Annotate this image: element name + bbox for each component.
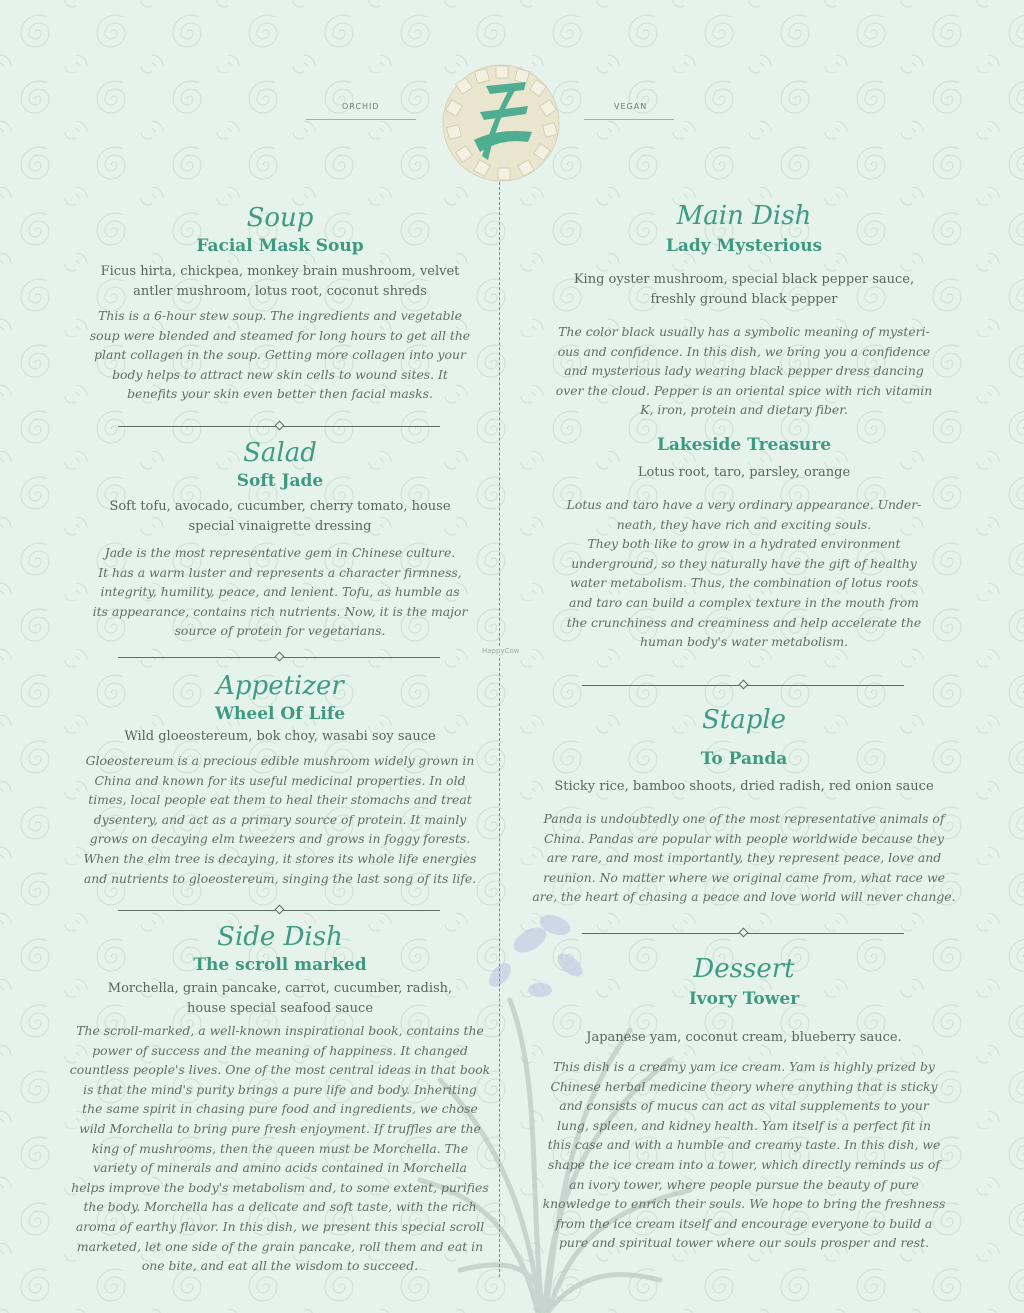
section-staple	[516, 705, 972, 907]
ingredients-line: Lotus root, taro, parsley, orange	[637, 464, 851, 480]
description-line: is that the mind's purity brings a pure life and body. Inheriting	[83, 1081, 477, 1097]
dish-name: Ivory Tower	[688, 989, 800, 1009]
description-line: benefits your skin even better then facial masks.	[127, 386, 433, 402]
dish-name: Wheel Of Life	[214, 704, 346, 724]
description-line: The scroll-marked, a well-known inspirational book, contains the	[76, 1023, 484, 1038]
dish-name: Lady Mysterious	[665, 236, 823, 256]
description-line: one bite, and eat all the wisdom to succeed.	[141, 1258, 419, 1274]
ingredients-line: house special seafood sauce	[186, 1001, 374, 1016]
section-salad	[52, 438, 508, 641]
description-line: Lotus and taro have a very ordinary appearance. Under-	[566, 496, 922, 512]
description-line: the crunchiness and creaminess and help accelerate the	[566, 614, 922, 630]
section-dessert	[516, 954, 972, 1253]
category-title: Appetizer	[216, 671, 344, 701]
ingredients-line: Morchella, grain pancake, carrot, cucumber, radish,	[107, 981, 453, 996]
description-line: soup were blended and steamed for long hours to get all the	[89, 327, 471, 343]
happycow-watermark: HappyCow	[482, 647, 520, 655]
description-line: China and known for its useful medicinal properties. In old	[94, 772, 466, 788]
separator-ornament	[739, 680, 749, 690]
separator-ornament	[739, 928, 749, 938]
dish-name: Facial Mask Soup	[196, 236, 364, 256]
description-line: dysentery, and act as a primary source of protein. It mainly	[93, 811, 467, 827]
category-title: Side Dish	[217, 922, 343, 952]
description-line: power of success and the meaning of happiness. It changed	[92, 1042, 468, 1058]
dish-name: The scroll marked	[193, 955, 367, 975]
description-line: This dish is a creamy yam ice cream. Yam is highly prized by	[553, 1059, 935, 1074]
ingredients-line: Ficus hirta, chickpea, monkey brain mushroom, velvet	[100, 264, 460, 279]
description-line: plant collagen in the soup. Getting more collagen into your	[94, 347, 466, 363]
category-title: Dessert	[693, 954, 795, 984]
description-line: source of protein for vegetarians.	[174, 623, 386, 639]
category-title: Staple	[701, 705, 787, 735]
dish-ingredients	[52, 727, 508, 747]
description-line: and taro can build a complex texture in the mouth from	[569, 594, 919, 610]
separator-ornament	[275, 421, 285, 431]
description-line: grows on decaying elm tweezers and grows in foggy forests.	[89, 831, 471, 847]
description-line: an ivory tower, where people pursue the beauty of pure	[569, 1176, 919, 1192]
description-line: ous and confidence. In this dish, we bring you a confidence	[557, 343, 931, 359]
description-line: king of mushrooms, then the queen must be Morchella. The	[91, 1140, 469, 1156]
description-line: this case and with a humble and creamy taste. In this dish, we	[547, 1137, 941, 1153]
description-line: the body. Morchella has a delicate and soft taste, with the rich	[83, 1199, 477, 1215]
dish-description	[52, 751, 508, 888]
description-line: aroma of earthy flavor. In this dish, we present this special scroll	[75, 1218, 485, 1234]
ingredients-line: special vinaigrette dressing	[188, 519, 372, 534]
separator-ornament	[275, 905, 285, 915]
description-line: shape the ice cream into a tower, which directly reminds us of	[548, 1156, 940, 1172]
dish-ingredients	[516, 777, 972, 797]
description-line: variety of minerals and amino acids contained in Morchella	[93, 1160, 467, 1176]
header-right-label: VEGAN	[614, 102, 648, 111]
description-line: over the cloud. Pepper is an oriental spice with rich vitamin	[555, 382, 933, 398]
ingredients-line: Wild gloeostereum, bok choy, wasabi soy sauce	[124, 729, 436, 744]
dish-description	[516, 1057, 972, 1253]
description-line: are, the heart of chasing a peace and love world will never change.	[532, 889, 956, 905]
section-side-dish	[52, 922, 508, 1276]
dish-description	[516, 322, 972, 420]
description-line: Chinese herbal medicine theory where anything that is sticky	[550, 1078, 938, 1094]
section-appetizer	[52, 671, 508, 888]
description-line: wild Morchella to bring pure fresh enjoyment. If truffles are the	[79, 1120, 481, 1136]
description-line: and mysterious lady wearing black pepper dress dancing	[564, 363, 924, 379]
description-line: Gloeostereum is a precious edible mushroom widely grown in	[85, 753, 475, 768]
description-line: pure and spiritual tower where our souls prosper and rest.	[558, 1235, 929, 1251]
ingredients-line: antler mushroom, lotus root, coconut shreds	[133, 284, 427, 299]
description-line: from the ice cream itself and encourage everyone to build a	[555, 1215, 933, 1231]
dish-description	[516, 809, 972, 907]
description-line: integrity, humility, peace, and lenient. Tofu, as humble as	[100, 584, 460, 600]
dish-name: Soft Jade	[236, 471, 324, 491]
dish-description	[516, 495, 972, 652]
dish-ingredients	[52, 979, 508, 1019]
category-title: Main Dish	[676, 201, 812, 231]
ingredients-line: Sticky rice, bamboo shoots, dried radish, red onion sauce	[554, 779, 934, 794]
description-line: reunion. No matter where we original came from, what race we	[543, 869, 945, 885]
description-line: China. Pandas are popular with people worldwide because they	[543, 830, 945, 846]
description-line: and nutrients to gloeostereum, singing the last song of its life.	[83, 870, 477, 886]
description-line: K, iron, protein and dietary fiber.	[640, 402, 848, 418]
dish-ingredients	[52, 497, 508, 537]
description-line: underground, so they naturally have the gift of healthy	[571, 555, 917, 571]
section-soup	[52, 203, 508, 404]
description-line: the same spirit in chasing pure food and ingredients, we chose	[82, 1101, 478, 1117]
description-line: water metabolism. Thus, the combination of lotus roots	[569, 575, 919, 591]
ingredients-line: Soft tofu, avocado, cucumber, cherry tomato, house	[109, 499, 451, 514]
description-line: knowledge to enrich their souls. We hope to bring the freshness	[542, 1196, 946, 1212]
description-line: The color black usually has a symbolic meaning of mysteri-	[558, 324, 930, 339]
dish-name: Lakeside Treasure	[656, 434, 832, 455]
description-line: When the elm tree is decaying, it stores its whole life energies	[83, 850, 477, 866]
description-line: and consists of mucus can act as vital supplements to your	[559, 1098, 929, 1114]
description-line: human body's water metabolism.	[639, 634, 849, 650]
description-line: lung, spleen, and kidney health. Yam itself is a perfect fit in	[557, 1117, 931, 1133]
description-line: neath, they have rich and exciting souls.	[616, 516, 872, 532]
dish-description	[52, 1021, 508, 1276]
header-left-label: ORCHID	[342, 102, 380, 111]
category-title: Soup	[246, 203, 314, 233]
description-line: It has a warm luster and represents a character firmness,	[98, 564, 462, 580]
description-line: times, local people eat them to heal their stomachs and treat	[88, 792, 472, 808]
dish-ingredients	[52, 262, 508, 302]
right-column	[516, 0, 972, 1313]
description-line: Jade is the most representative gem in Chinese culture.	[104, 545, 456, 560]
dish-ingredients	[516, 463, 972, 483]
description-line: countless people's lives. One of the most central ideas in that book	[69, 1062, 491, 1078]
description-line: They both like to grow in a hydrated environment	[587, 536, 901, 552]
description-line: This is a 6-hour stew soup. The ingredients and vegetable	[98, 308, 462, 323]
dish-ingredients	[516, 270, 972, 310]
ingredients-line: King oyster mushroom, special black pepper sauce,	[573, 272, 915, 287]
description-line: body helps to attract new skin cells to wound sites. It	[112, 366, 448, 382]
section-main-dish	[516, 201, 972, 652]
dish-ingredients	[516, 1028, 972, 1048]
description-line: are rare, and most importantly, they represent peace, love and	[546, 850, 942, 866]
ingredients-line: Japanese yam, coconut cream, blueberry sauce.	[586, 1030, 902, 1045]
dish-description	[52, 543, 508, 641]
dish-name: To Panda	[700, 749, 788, 769]
separator-ornament	[275, 652, 285, 662]
category-title: Salad	[243, 438, 317, 468]
description-line: Panda is undoubtedly one of the most representative animals of	[543, 811, 945, 826]
ingredients-line: freshly ground black pepper	[650, 292, 838, 307]
left-column	[52, 0, 508, 1313]
description-line: its appearance, contains rich nutrients. Now, it is the major	[92, 603, 468, 619]
description-line: helps improve the body's metabolism and, to some extent, purifies	[71, 1179, 489, 1195]
description-line: marketed, let one side of the grain pancake, roll them and eat in	[76, 1238, 484, 1254]
dish-description	[52, 306, 508, 404]
